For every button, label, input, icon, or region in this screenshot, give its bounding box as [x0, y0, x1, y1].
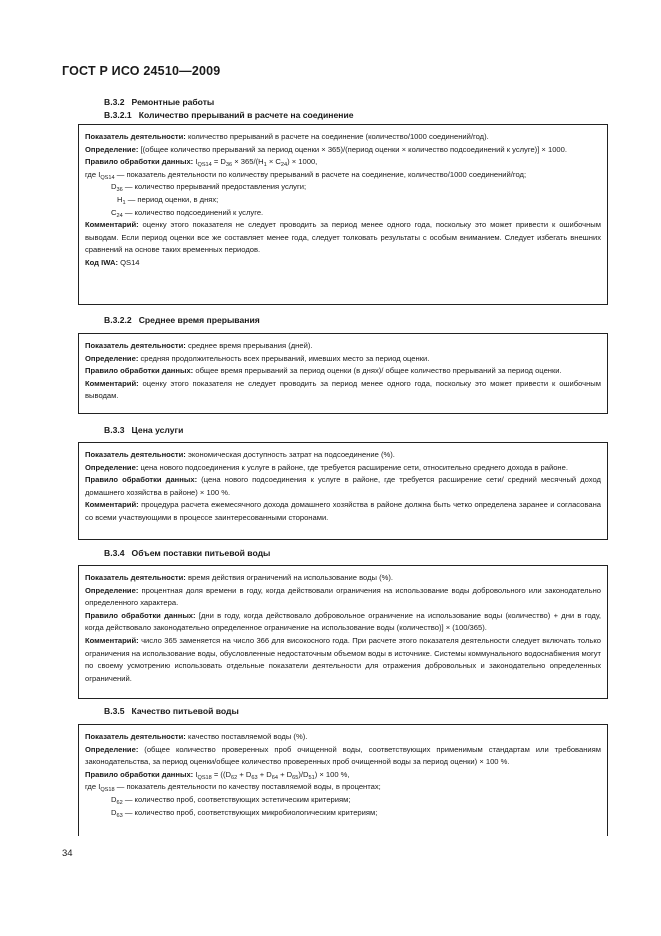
indicator-line: Показатель деятельности: количество прерываний в расчете на соединение (количество/1000 соединений/год). — [85, 132, 489, 141]
comment-line: Комментарий: процедура расчета ежемесячного дохода домашнего хозяйства в районе должна быть четко определена заранее и согласована со всеми участвующими в процессе заинтересованными сторонами. — [85, 500, 601, 522]
rule-line: Правило обработки данных: общее время прерываний за период оценки (в днях)/ общее количество прерываний за период оценки. — [85, 366, 562, 376]
section-number: В.3.2.1 — [104, 110, 132, 120]
variable-line: $D_{36}$ — количество прерываний предоставления услуги; — [111, 182, 307, 194]
section-title: Среднее время прерывания — [138, 315, 260, 325]
section-title: Цена услуги — [131, 425, 184, 435]
section-title: Количество прерываний в расчете на соединение — [138, 110, 354, 120]
section-heading-b321 — [104, 110, 354, 120]
section-heading-b34 — [104, 548, 270, 558]
variable-line: $C_{24}$ — количество подсоединений к услуге. — [111, 207, 264, 219]
indicator-line: Показатель деятельности: время действия ограничений на использование воды (%). — [85, 573, 394, 582]
variable-line: $H_1$ — период оценки, в днях; — [117, 194, 219, 206]
section-heading-b35 — [104, 706, 239, 716]
section-number: В.3.2.2 — [104, 315, 132, 325]
indicator-box-water-quality — [78, 724, 608, 836]
rule-line: Правило обработки данных: (цена нового подсоединения к услуге в районе, где требуется расширение сети/ средний месячный доход домашнего хозяйства в районе) × 100 %. — [85, 475, 601, 497]
rule-line: Правило обработки данных: $I_{QS14} = D_{36} \times 365/(H_1 \times C_{24}) \times 1000$, — [85, 157, 318, 169]
section-title: Объем поставки питьевой воды — [131, 548, 271, 558]
section-heading-b322 — [104, 315, 260, 325]
section-number: В.3.2 — [104, 97, 125, 107]
iwa-line: Код IWA: QS14 — [85, 257, 140, 267]
document-header: ГОСТ Р ИСО 24510—2009 — [62, 64, 221, 78]
comment-line: Комментарий: оценку этого показателя не следует проводить за период менее одного года, поскольку это может привести к ошибочным выводам. Если период оценки все же составляет менее года, следует толковать результаты с особым вниманием. Следует избегать внешних сравнений на основе таких временных периодов. — [85, 220, 601, 255]
indicator-box-avg-interruption — [78, 333, 608, 414]
section-number: В.3.4 — [104, 548, 125, 558]
indicator-line: Показатель деятельности: среднее время прерывания (дней). — [85, 341, 313, 350]
indicator-box-service-price — [78, 442, 608, 540]
comment-line: Комментарий: число 365 заменяется на число 366 для високосного года. При расчете этого показателя деятельности следует включать только ограничения на использование воды, обусловленные недостаточным объемом воды в источнике. Системы коммунального водоснабжения могут по своему усмотрению использовать отдельные показатели деятельности для отражения добровольных и законодательно определенных ограничений. — [85, 635, 601, 683]
definition-line: Определение: средняя продолжительность всех прерываний, имевших место за период оценки. — [85, 353, 430, 363]
definition-line: Определение: [(общее количество прерываний за период оценки × 365)/(период оценки × количество подсоединений к услуге)] × 1000. — [85, 144, 567, 154]
rule-line: Правило обработки данных: [дни в году, когда действовало добровольное ограничение на использование воды (количество) + дни в году, когда действовало законодательно определенное ограничение на использование воды (количество)] × (100/365). — [85, 610, 601, 633]
section-number: В.3.3 — [104, 425, 125, 435]
rule-line: Правило обработки данных: $I_{QS18} = ((D_{62} + D_{63} + D_{64} + D_{65})/D_{51}) \times 100$ %, — [85, 769, 350, 781]
variable-line: $D_{62}$ — количество проб, соответствующих эстетическим критериям; — [111, 794, 351, 806]
indicator-box-water-volume — [78, 565, 608, 699]
page-number: 34 — [62, 848, 73, 859]
section-heading-b33 — [104, 425, 183, 435]
indicator-line: Показатель деятельности: экономическая доступность затрат на подсоединение (%). — [85, 450, 395, 459]
indicator-line: Показатель деятельности: качество поставляемой воды (%). — [85, 732, 308, 741]
comment-line: Комментарий: оценку этого показателя не следует проводить за период менее одного года, поскольку это может привести к ошибочным выводам. — [85, 378, 601, 401]
variable-line: $D_{63}$ — количество проб, соответствующих микробиологическим критериям; — [111, 807, 378, 819]
section-number: В.3.5 — [104, 706, 125, 716]
definition-line: Определение: цена нового подсоединения к услуге в районе, где требуется расширение сети, относительно среднего дохода в районе. — [85, 462, 568, 472]
section-title: Качество питьевой воды — [131, 706, 239, 716]
where-line: где $I_{QS14}$ — показатель деятельности по количеству прерываний в расчете на соединение, количество/1000 соединений/год; — [85, 169, 527, 181]
section-title: Ремонтные работы — [131, 97, 215, 107]
definition-line: Определение: (общее количество проверенных проб очищенной воды, соответствующих применимым стандартам или требованиям законодательства, за период оценки/общее количество проверенных проб очищенной воды за период оценки) × 100 %. — [85, 744, 601, 767]
section-heading-b32 — [104, 97, 214, 107]
definition-line: Определение: процентная доля времени в году, когда действовали ограничения на использование воды добровольного или законодательно определенного характера. — [85, 585, 601, 608]
indicator-box-interruptions — [78, 124, 608, 305]
where-line: где $I_{QS18}$ — показатель деятельности по качеству поставляемой воды, в процентах; — [85, 782, 381, 794]
